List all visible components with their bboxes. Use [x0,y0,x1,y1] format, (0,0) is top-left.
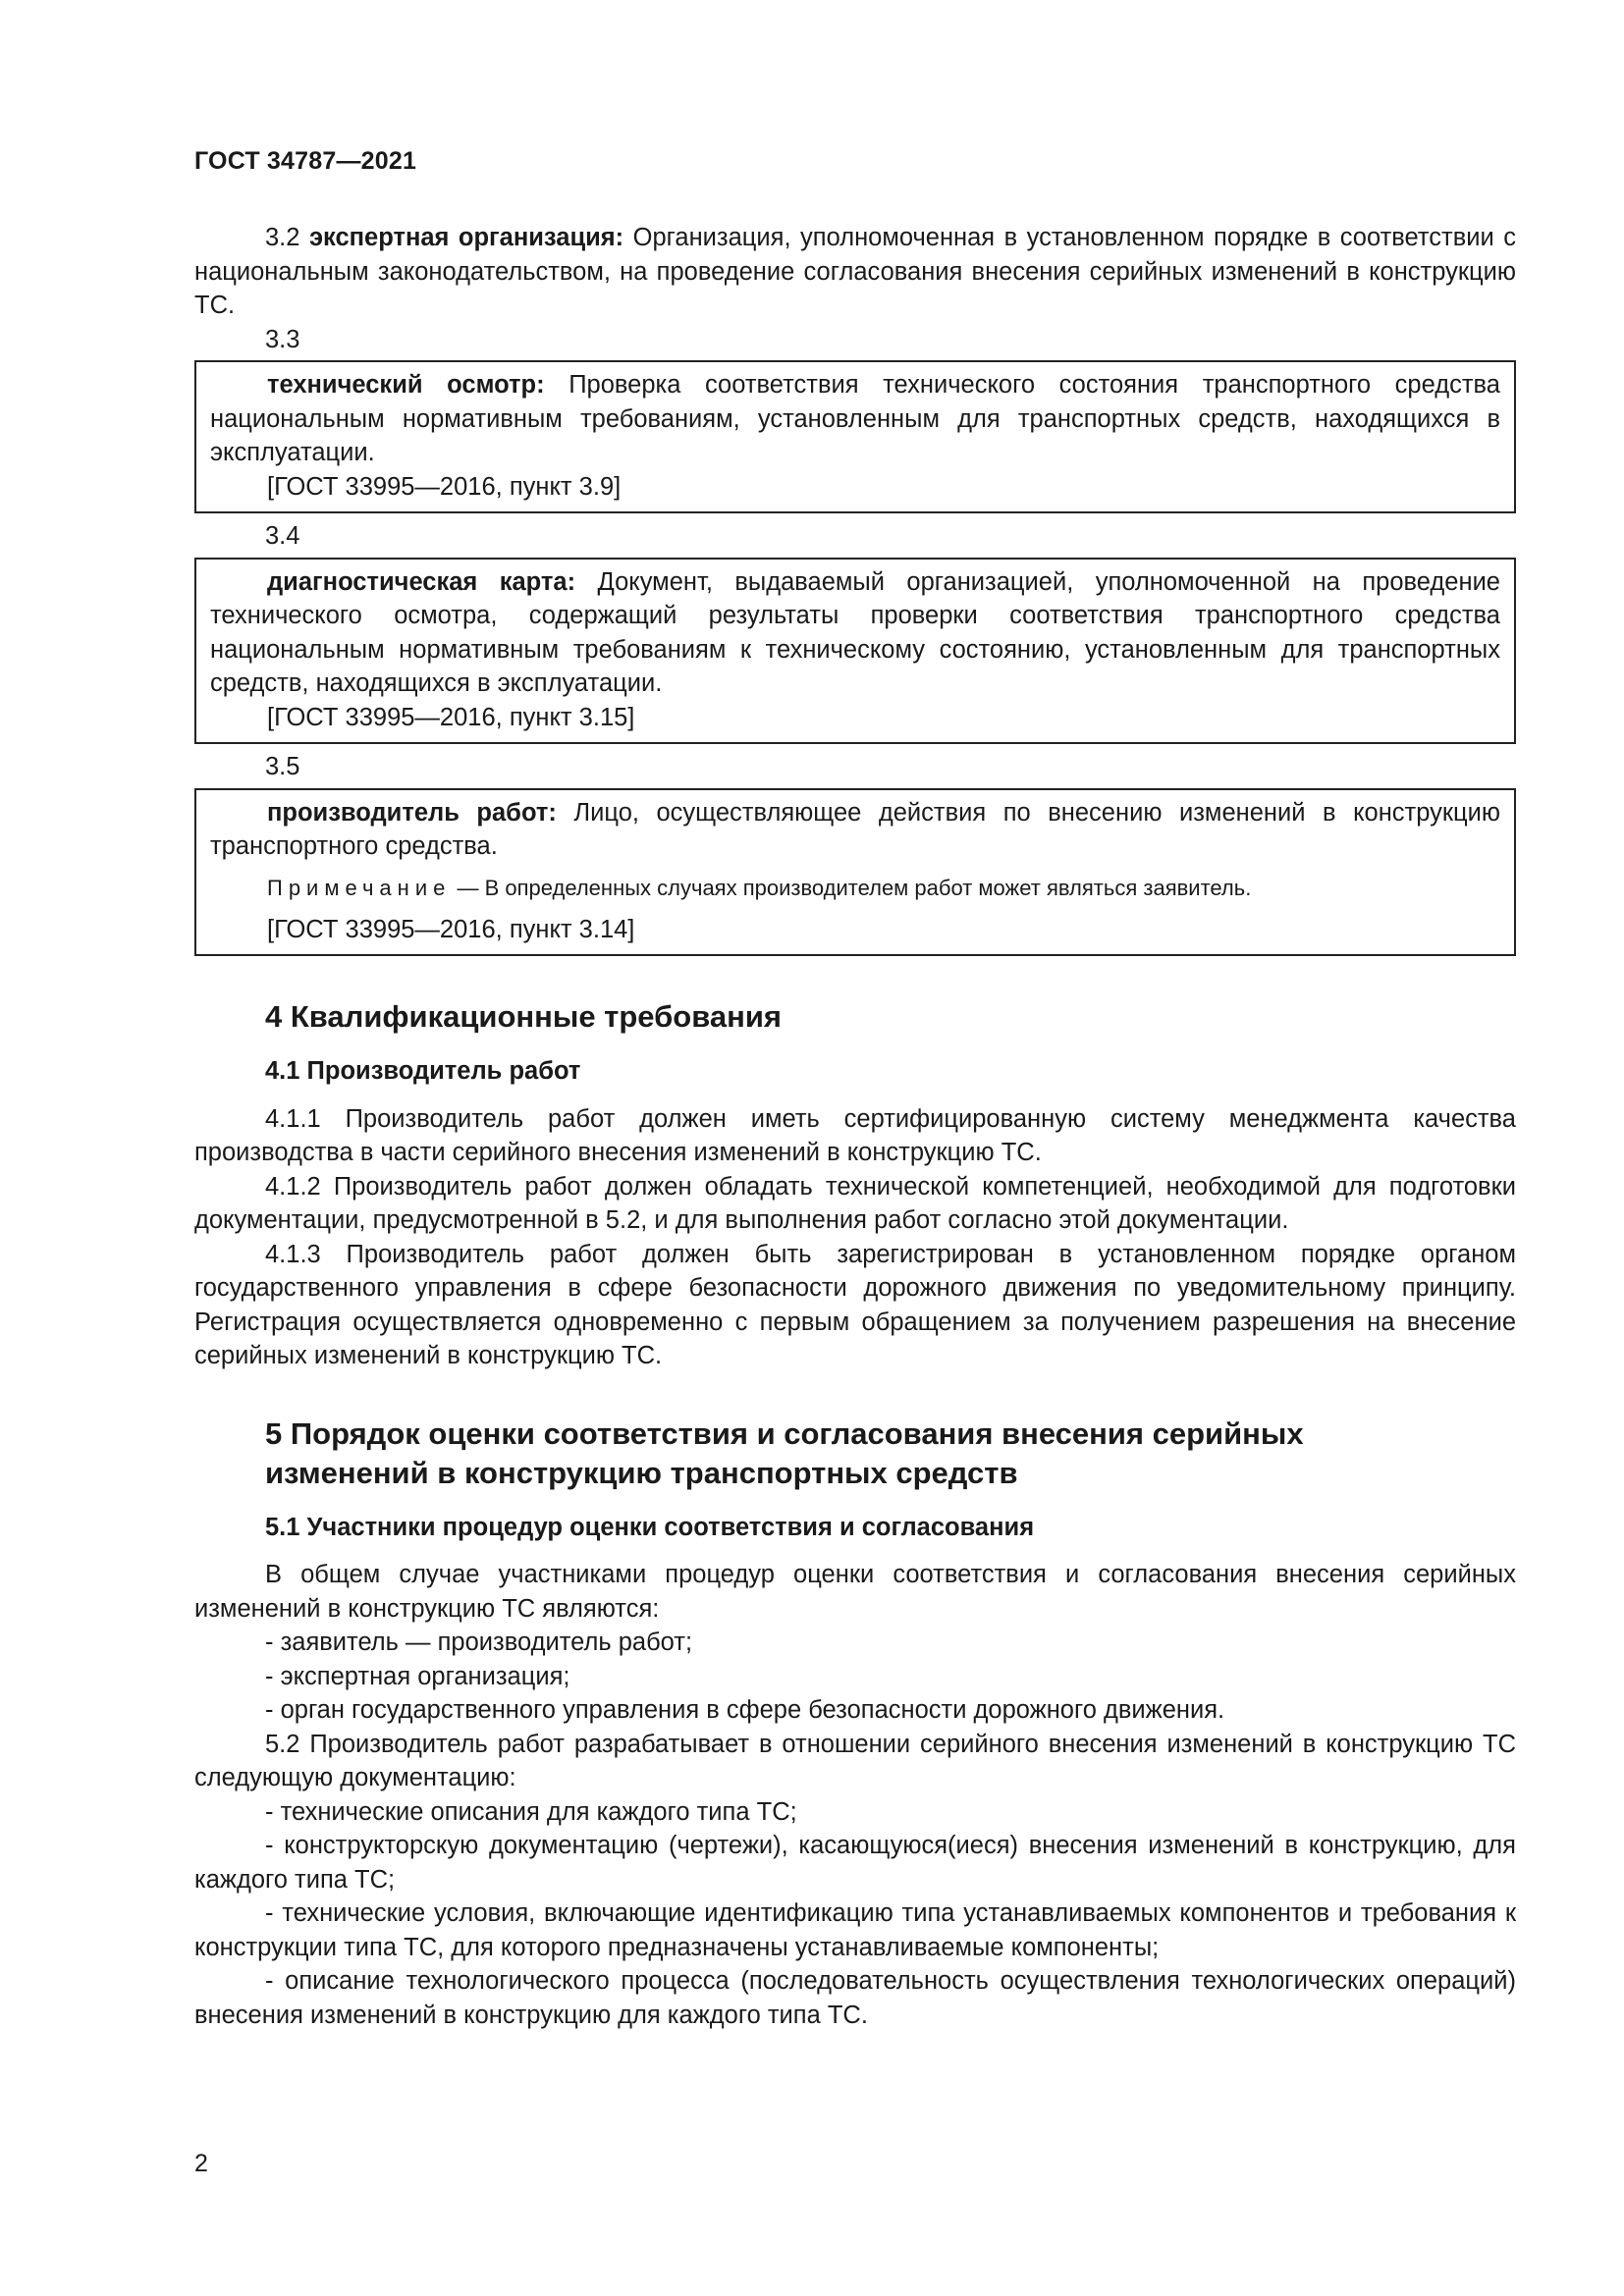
documentation-item: - конструкторскую документацию (чертежи), касающуюся(иеся) внесения изменений в конструкцию, для каждого типа ТС; [194,1832,1516,1894]
paragraph-4-1-2: 4.1.2 Производитель работ должен обладать технической компетенцией, необходимой для подготовки документации, предусмотренной в 5.2, и для выполнения работ согласно этой документации. [194,1172,1516,1234]
term-3-5-definition: Лицо, осуществляющее действия по внесению изменений в конструкцию транспортного средства. [210,798,1500,860]
documentation-item: - технические условия, включающие идентификацию типа устанавливаемых компонентов и требования к конструкции типа ТС, для которого предназначены устанавливаемые компоненты; [194,1899,1516,1961]
participant-item: - заявитель — производитель работ; [265,1629,693,1656]
term-3-5-source: [ГОСТ 33995—2016, пункт 3.14] [267,915,635,943]
document-header: ГОСТ 34787—2021 [194,147,417,175]
note-text: — В определенных случаях производителем работ может являться заявитель. [457,875,1252,900]
documentation-item: - технические описания для каждого типа ТС; [265,1797,797,1826]
page-number: 2 [194,2150,208,2177]
section-5-1-title: 5.1 Участники процедур оценки соответствия и согласования [265,1513,1035,1541]
section-4-1-title: 4.1 Производитель работ [265,1057,581,1085]
term-3-4-definition: Документ, выдаваемый организацией, уполномоченной на проведение технического осмотра, содержащий результаты проверки соответствия транспортного средства национальным нормативным требованиям к техническому состоянию, установленным для транспортных средств, находящихся в эксплуатации. [210,567,1500,697]
term-3-3-term: технический осмотр: [267,371,545,399]
term-3-4-paragraph [210,565,1500,701]
term-3-5-note [210,874,1500,903]
term-3-5-box [194,788,1516,957]
term-3-4-term: диагностическая карта: [267,567,576,596]
note-label: Примечание [267,875,452,900]
term-3-3-box [194,360,1516,513]
paragraph-4-1-3: 4.1.3 Производитель работ должен быть зарегистрирован в установленном порядке органом государственного управления в сфере безопасности дорожного движения по уведомительному принципу. Регистрация осуществляется одновременно с первым обращением за получением разрешения на внесение серийных изменений в конструкцию ТС. [194,1240,1516,1369]
document-content [194,221,1516,2032]
paragraph-4-1-1: 4.1.1 Производитель работ должен иметь сертифицированную систему менеджмента качества производства в части серийного внесения изменений в конструкцию ТС. [194,1104,1516,1166]
term-3-2-paragraph [194,221,1516,323]
term-3-2-term: экспертная организация: [308,224,624,251]
term-3-2-definition: Организация, уполномоченная в установленном порядке в соответствии с национальным законодательством, на проведение согласования внесения серийных изменений в конструкцию ТС. [194,224,1516,319]
document-page [194,0,1516,2296]
term-3-4-number: 3.4 [265,522,300,550]
term-3-5-term: производитель работ: [267,798,557,827]
term-3-4-source: [ГОСТ 33995—2016, пункт 3.15] [267,703,635,731]
term-3-3-definition: Проверка соответствия технического состояния транспортного средства национальным нормативным требованиям, установленным для транспортных средств, находящихся в эксплуатации. [210,371,1500,466]
term-3-5-number: 3.5 [265,753,300,780]
term-3-3-source: [ГОСТ 33995—2016, пункт 3.9] [267,472,622,501]
section-5-title-line-1: 5 Порядок оценки соответствия и согласования внесения серийных [265,1415,1304,1451]
section-5-title-line-2: изменений в конструкцию транспортных средств [265,1455,1018,1490]
paragraph-5-1-intro: В общем случае участниками процедур оценки соответствия и согласования внесения серийных изменений в конструкцию ТС являются: [194,1561,1516,1623]
term-3-3-paragraph [210,368,1500,470]
section-4-title: 4 Квалификационные требования [265,999,782,1034]
section-5-title [194,1415,1516,1493]
term-3-5-paragraph [210,796,1500,864]
term-3-3-number: 3.3 [265,325,300,353]
participant-item: - экспертная организация; [265,1662,570,1690]
documentation-item: - описание технологического процесса (последовательность осуществления технологических операций) внесения изменений в конструкцию для каждого типа ТС. [194,1967,1516,2029]
term-3-2-number: 3.2 [265,224,300,251]
participant-item: - орган государственного управления в сфере безопасности дорожного движения. [265,1696,1225,1724]
term-3-4-box [194,558,1516,745]
paragraph-5-2: 5.2 Производитель работ разрабатывает в отношении серийного внесения изменений в конструкцию ТС следующую документацию: [194,1730,1516,1791]
